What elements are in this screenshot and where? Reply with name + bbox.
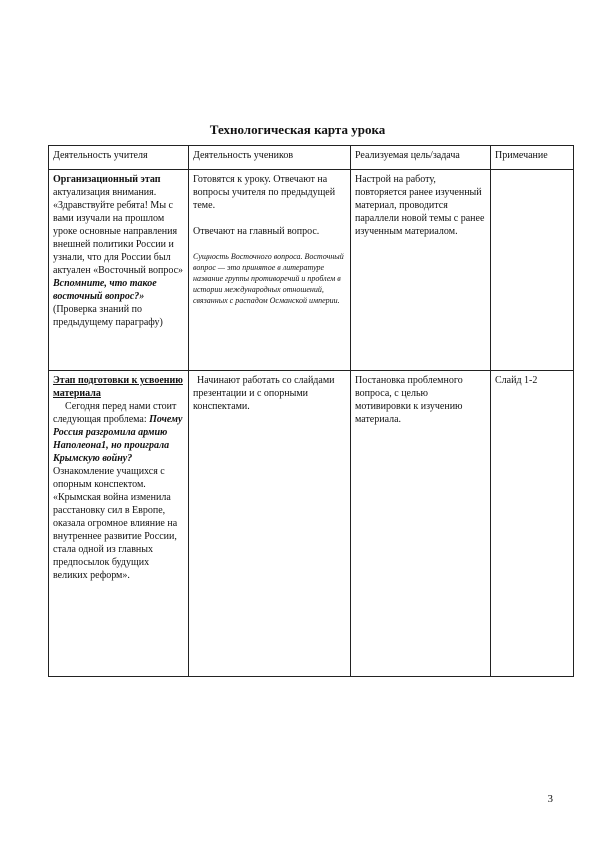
teacher-text: «Здравствуйте ребята! Мы с вами изучали на прошлом уроке основные направления внешней политики России и узнали, что для России был актуален «Восточный вопрос» bbox=[53, 200, 184, 276]
table-row bbox=[49, 371, 574, 677]
cell-note-2: Слайд 1-2 bbox=[491, 371, 574, 677]
page-title: Технологическая карта урока bbox=[209, 122, 386, 137]
problem-question: Почему Россия разгромила армию Наполеона1, но проиграла Крымскую войну? bbox=[53, 414, 183, 464]
stage-title: Организационный этап bbox=[53, 174, 161, 185]
students-text: Готовятся к уроку. Отвечают на вопросы учителя по предыдущей теме. bbox=[193, 174, 336, 211]
lesson-map-table bbox=[48, 145, 574, 677]
cell-students-2 bbox=[189, 371, 351, 677]
students-text-2: Отвечают на главный вопрос. bbox=[193, 226, 320, 237]
teacher-intro bbox=[53, 400, 184, 491]
stage-title: Этап подготовки к усвоению материала bbox=[53, 375, 183, 399]
header-goal: Реализуемая цель/задача bbox=[351, 146, 491, 170]
cell-teacher-2 bbox=[49, 371, 189, 677]
cell-students-1 bbox=[189, 170, 351, 371]
cell-goal-1: Настрой на работу, повторяется ранее изученный материал, проводится параллели новой темы с ранее изученным материалом. bbox=[351, 170, 491, 371]
table-row bbox=[49, 170, 574, 371]
teacher-check: (Проверка знаний по предыдущему параграфу) bbox=[53, 304, 163, 328]
header-note: Примечание bbox=[491, 146, 574, 170]
eastern-question-definition: Сущность Восточного вопроса. Восточный вопрос — это принятое в литературе название группы противоречий и проблем в истории международных отношений, связанных с распадом Османской империи. bbox=[193, 252, 344, 305]
quote: «Крымская война изменила расстановку сил в Европе, оказала огромное влияние на внутреннее развитие России, стала одной из главных предпосылок будущих великих реформ». bbox=[53, 492, 178, 581]
header-teacher: Деятельность учителя bbox=[49, 146, 189, 170]
cell-note-1 bbox=[491, 170, 574, 371]
problem-intro: Сегодня перед нами стоит следующая проблема: bbox=[53, 401, 177, 425]
cell-teacher-1 bbox=[49, 170, 189, 371]
page-number: 3 bbox=[547, 793, 553, 805]
students-text: Начинают работать со слайдами презентации и с опорными конспектами. bbox=[193, 375, 335, 412]
table-header-row bbox=[49, 146, 574, 170]
stage-subtitle: актуализация внимания. bbox=[53, 187, 157, 198]
cell-goal-2: Постановка проблемного вопроса, с целью мотивировки к изучению материала. bbox=[351, 371, 491, 677]
header-students: Деятельность учеников bbox=[189, 146, 351, 170]
teacher-question: Вспомните, что такое восточный вопрос?» bbox=[53, 278, 157, 302]
teacher-text: Ознакомление учащихся с опорным конспектом. bbox=[53, 466, 165, 490]
